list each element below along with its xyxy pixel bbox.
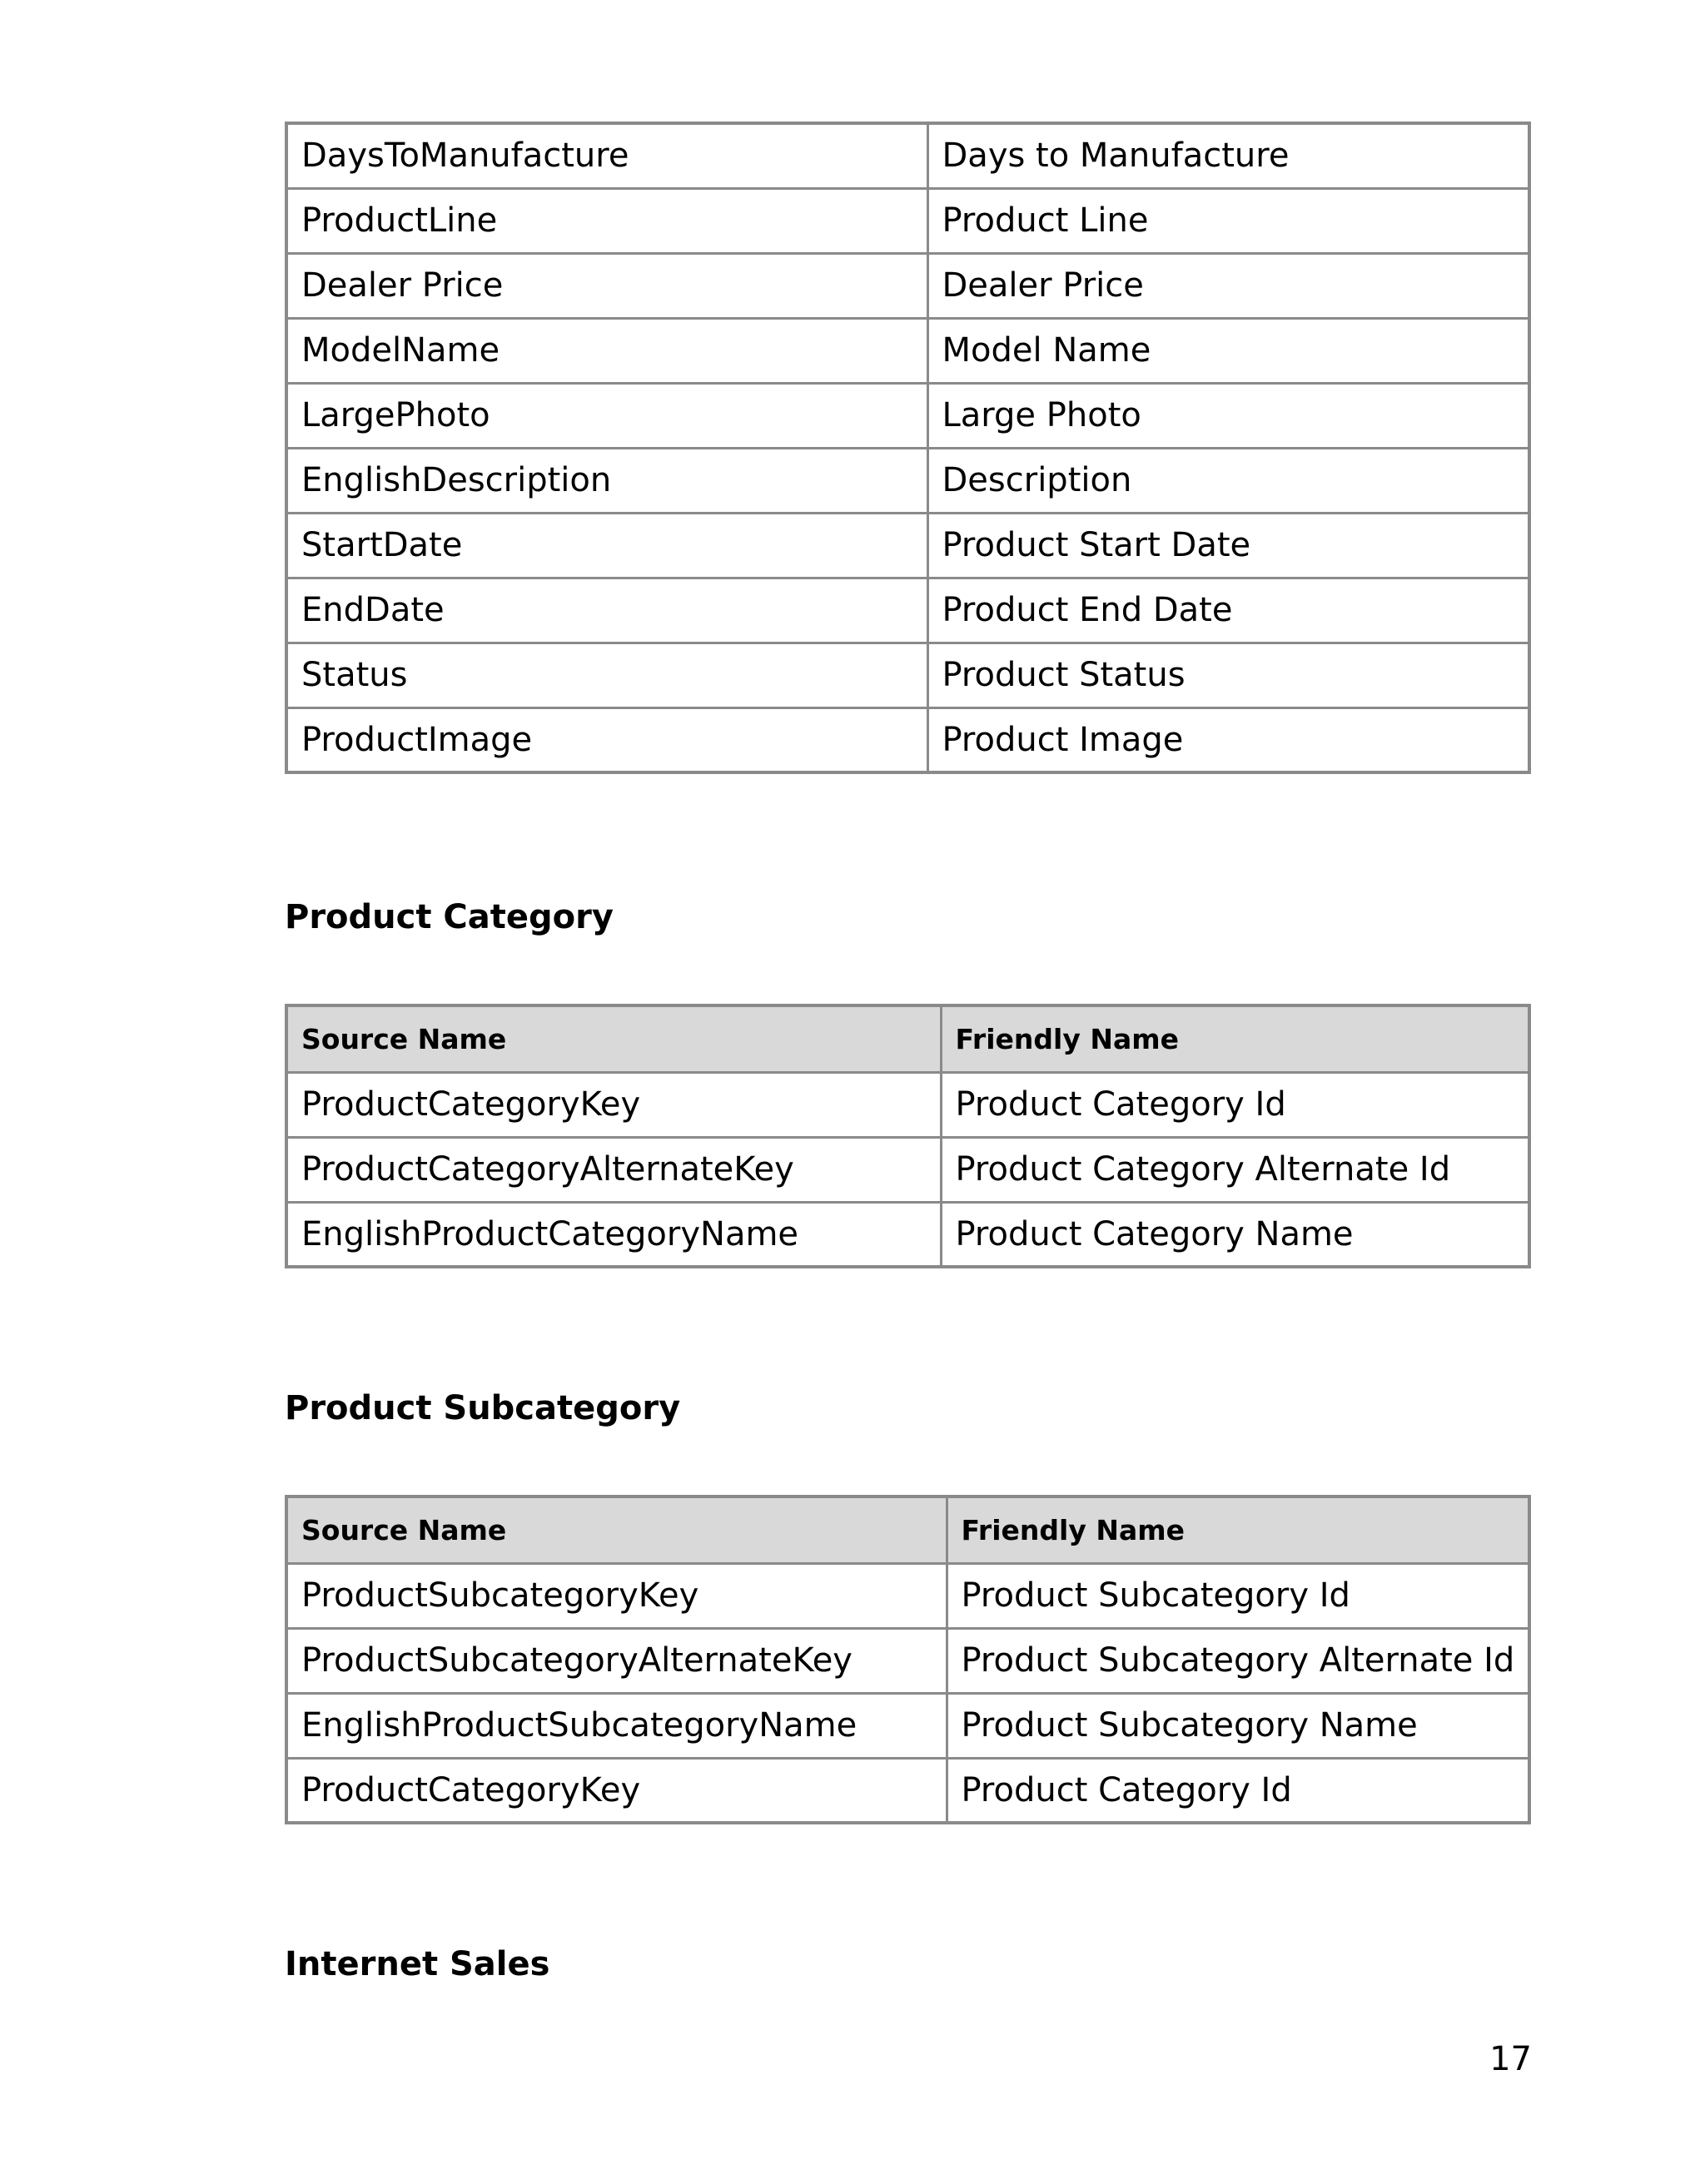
table-row — [286, 578, 1529, 643]
source-name-cell: EndDate — [286, 578, 927, 643]
source-name-cell: EnglishDescription — [286, 448, 927, 513]
friendly-name-cell: Large Photo — [927, 383, 1529, 448]
friendly-name-cell: Product Subcategory Id — [947, 1563, 1529, 1628]
friendly-name-cell: Product End Date — [927, 578, 1529, 643]
friendly-name-cell: Model Name — [927, 318, 1529, 383]
source-name-cell: Status — [286, 643, 927, 707]
column-header-friendly-name: Friendly Name — [947, 1497, 1529, 1563]
source-name-cell: EnglishProductCategoryName — [286, 1202, 941, 1267]
table-row — [286, 448, 1529, 513]
table-row — [286, 513, 1529, 578]
friendly-name-cell: Product Category Id — [941, 1072, 1529, 1137]
friendly-name-cell: Days to Manufacture — [927, 123, 1529, 188]
source-name-cell: ModelName — [286, 318, 927, 383]
table-header-row — [286, 1005, 1529, 1072]
source-name-cell: ProductSubcategoryKey — [286, 1563, 947, 1628]
table-row — [286, 1563, 1529, 1628]
friendly-name-cell: Description — [927, 448, 1529, 513]
column-header-source-name: Source Name — [286, 1497, 947, 1563]
source-name-cell: ProductCategoryKey — [286, 1072, 941, 1137]
source-name-cell: Dealer Price — [286, 253, 927, 318]
table-row — [286, 1137, 1529, 1202]
friendly-name-cell: Product Status — [927, 643, 1529, 707]
table-header-row — [286, 1497, 1529, 1563]
table-row — [286, 1758, 1529, 1823]
product-subcategory-table — [285, 1495, 1531, 1824]
friendly-name-cell: Product Image — [927, 707, 1529, 772]
table-row — [286, 1693, 1529, 1758]
page-number: 17 — [1489, 2040, 1532, 2078]
table-row — [286, 123, 1529, 188]
section-heading-internet-sales: Internet Sales — [285, 1945, 550, 1983]
column-header-source-name: Source Name — [286, 1005, 941, 1072]
table-row — [286, 1202, 1529, 1267]
friendly-name-cell: Dealer Price — [927, 253, 1529, 318]
table-row — [286, 643, 1529, 707]
table-row — [286, 1628, 1529, 1693]
table-row — [286, 707, 1529, 772]
friendly-name-cell: Product Category Alternate Id — [941, 1137, 1529, 1202]
section-heading-product-category: Product Category — [285, 898, 614, 936]
source-name-cell: ProductCategoryKey — [286, 1758, 947, 1823]
table-row — [286, 318, 1529, 383]
source-name-cell: DaysToManufacture — [286, 123, 927, 188]
friendly-name-cell: Product Subcategory Name — [947, 1693, 1529, 1758]
table-row — [286, 383, 1529, 448]
friendly-name-cell: Product Subcategory Alternate Id — [947, 1628, 1529, 1693]
friendly-name-cell: Product Category Id — [947, 1758, 1529, 1823]
source-name-cell: ProductCategoryAlternateKey — [286, 1137, 941, 1202]
source-name-cell: ProductImage — [286, 707, 927, 772]
section-heading-product-subcategory: Product Subcategory — [285, 1389, 681, 1427]
table-row — [286, 1072, 1529, 1137]
product-category-table — [285, 1004, 1531, 1268]
source-name-cell: ProductSubcategoryAlternateKey — [286, 1628, 947, 1693]
friendly-name-cell: Product Category Name — [941, 1202, 1529, 1267]
friendly-name-cell: Product Start Date — [927, 513, 1529, 578]
source-name-cell: EnglishProductSubcategoryName — [286, 1693, 947, 1758]
table-row — [286, 253, 1529, 318]
column-header-friendly-name: Friendly Name — [941, 1005, 1529, 1072]
product-table-continued — [285, 122, 1531, 774]
source-name-cell: StartDate — [286, 513, 927, 578]
table-row — [286, 188, 1529, 253]
friendly-name-cell: Product Line — [927, 188, 1529, 253]
source-name-cell: LargePhoto — [286, 383, 927, 448]
source-name-cell: ProductLine — [286, 188, 927, 253]
